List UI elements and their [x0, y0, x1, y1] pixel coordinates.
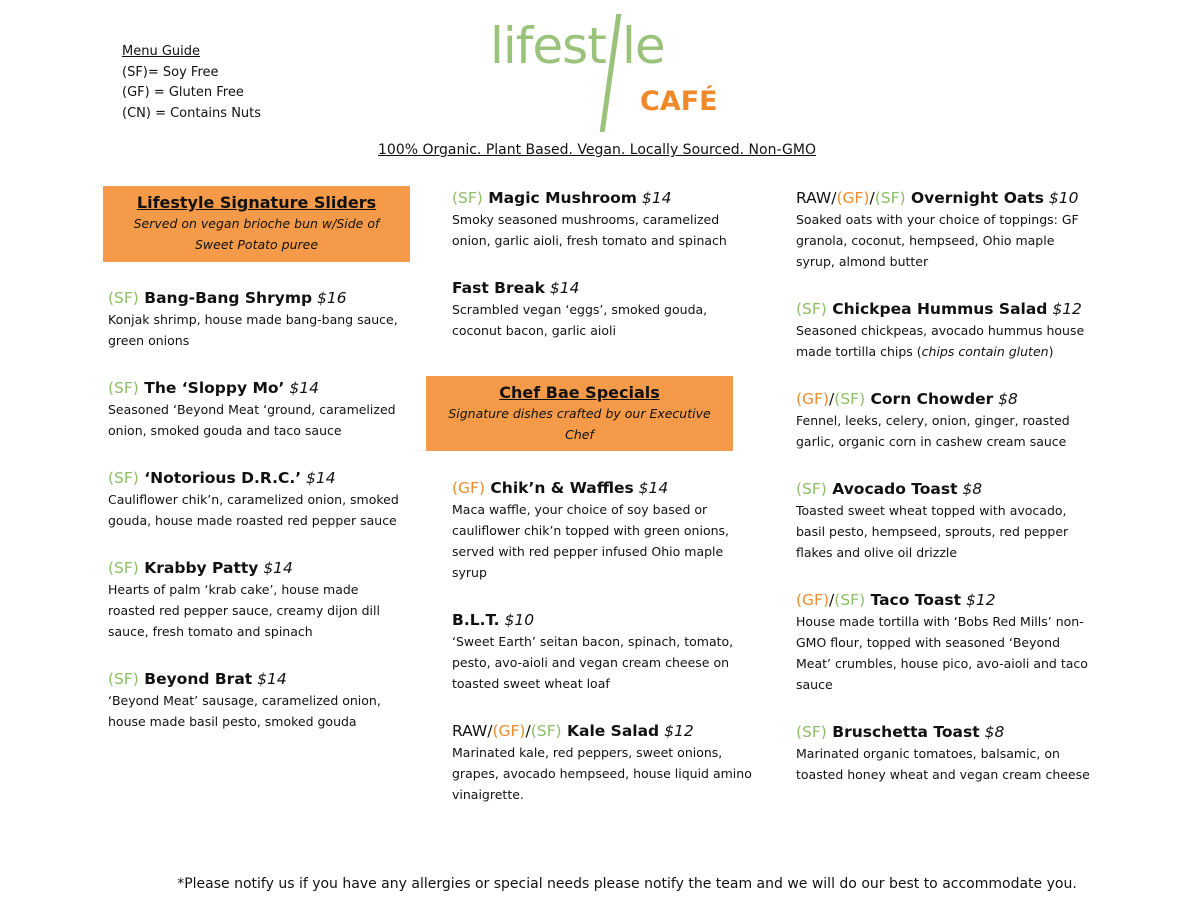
menu-item-title: Krabby Patty	[138, 559, 259, 577]
menu-item-title: Kale Salad	[561, 722, 660, 740]
menu-item-price: $14	[252, 670, 287, 688]
menu-item-title: The ‘Sloppy Mo’	[138, 379, 285, 397]
menu-item-name	[108, 287, 408, 309]
menu-item-name	[452, 277, 752, 299]
menu-column-2-top	[452, 187, 742, 367]
dietary-tag: /	[829, 591, 835, 609]
description-text: )	[1048, 344, 1054, 359]
menu-item-title: ‘Notorious D.R.C.’	[138, 469, 302, 487]
allergy-note: *Please notify us if you have any allergies or special needs please notify the team and we will do our best to accommodate you.	[177, 876, 1077, 892]
menu-item	[452, 609, 752, 694]
menu-item-title: Chik’n & Waffles	[485, 479, 634, 497]
menu-item-description: Toasted sweet wheat topped with avocado, basil pesto, hempseed, sprouts, red pepper flakes and olive oil drizzle	[796, 503, 1069, 560]
section-title: Chef Bae Specials	[499, 383, 660, 402]
dietary-tag: (SF)	[108, 670, 139, 688]
section-subtitle: Served on vegan brioche bun w/Side of Sweet Potato puree	[133, 216, 380, 252]
menu-item-title: Fast Break	[452, 279, 545, 297]
menu-item-title: Bang-Bang Shrymp	[138, 289, 313, 307]
logo-cafe-word: CAFÉ	[640, 86, 718, 117]
menu-column-2-bottom	[452, 477, 752, 831]
menu-item-description: House made tortilla with ‘Bobs Red Mills’ non-GMO flour, topped with seasoned ‘Beyond Meat’ crumbles, house pico, avo-aioli and taco sauce	[796, 614, 1088, 692]
menu-item-description: Maca waffle, your choice of soy based or cauliflower chik’n topped with green onions, served with red pepper infused Ohio maple syrup	[452, 502, 730, 580]
menu-item-price: $12	[961, 591, 996, 609]
menu-item-description: Cauliflower chik’n, caramelized onion, smoked gouda, house made roasted red pepper sauce	[108, 492, 399, 528]
menu-item	[796, 187, 1096, 272]
menu-item-price: $14	[544, 279, 580, 297]
menu-item-name	[452, 720, 752, 742]
dietary-tag: (SF)	[108, 469, 139, 487]
menu-item-title: Beyond Brat	[138, 670, 253, 688]
menu-guide-title: Menu Guide	[122, 44, 200, 59]
menu-item-name	[796, 721, 1096, 743]
dietary-tag: (GF)	[836, 189, 870, 207]
dietary-tag: /	[869, 189, 875, 207]
menu-item-price: $14	[301, 469, 336, 487]
dietary-tag: (SF)	[108, 379, 139, 397]
dietary-tag: RAW/	[796, 189, 837, 207]
menu-item-description: ‘Beyond Meat’ sausage, caramelized onion, house made basil pesto, smoked gouda	[108, 693, 381, 729]
menu-item	[796, 388, 1096, 452]
description-text: Seasoned chickpeas, avocado hummus house made tortilla chips (	[796, 323, 1085, 359]
tagline: 100% Organic. Plant Based. Vegan. Locally Sourced. Non-GMO	[378, 142, 816, 158]
menu-item-title: B.L.T.	[452, 611, 500, 629]
dietary-tag: (SF)	[108, 559, 139, 577]
dietary-tag: (SF)	[452, 189, 483, 207]
menu-item-name	[796, 298, 1096, 320]
menu-item-title: Corn Chowder	[865, 390, 994, 408]
dietary-tag: (SF)	[108, 289, 139, 307]
menu-item-name	[796, 388, 1096, 410]
menu-item-description: Soaked oats with your choice of toppings: GF granola, coconut, hempseed, Ohio maple syrup, almond butter	[796, 212, 1079, 269]
menu-item-name	[796, 478, 1096, 500]
menu-item-name	[108, 467, 408, 489]
menu-guide	[122, 42, 261, 124]
dietary-tag: (SF)	[530, 722, 562, 740]
menu-item-description: Hearts of palm ‘krab cake’, house made roasted red pepper sauce, creamy dijon dill sauce, fresh tomato and spinach	[108, 582, 380, 639]
menu-item-title: Bruschetta Toast	[826, 723, 980, 741]
menu-item-name	[796, 187, 1096, 209]
dietary-tag: (GF)	[492, 722, 526, 740]
menu-item-description: Konjak shrimp, house made bang-bang sauce, green onions	[108, 312, 398, 348]
dietary-tag: (SF)	[796, 300, 827, 318]
dietary-tag: /	[829, 390, 835, 408]
menu-item-price: $10	[499, 611, 535, 629]
menu-item-description	[796, 320, 1096, 362]
menu-item-price: $12	[1047, 300, 1082, 318]
dietary-tag: (SF)	[834, 591, 866, 609]
menu-item-title: Avocado Toast	[826, 480, 958, 498]
menu-item-price: $16	[312, 289, 347, 307]
section-header-sliders	[103, 186, 410, 262]
menu-item-title: Chickpea Hummus Salad	[826, 300, 1048, 318]
menu-guide-line: (CN) = Contains Nuts	[122, 105, 262, 121]
menu-item-price: $8	[993, 390, 1018, 408]
dietary-tag: (GF)	[452, 479, 486, 497]
menu-item-description: Marinated organic tomatoes, balsamic, on toasted honey wheat and vegan cream cheese	[796, 746, 1090, 782]
section-title: Lifestyle Signature Sliders	[136, 193, 377, 212]
logo-word-left: lifest	[490, 17, 606, 75]
description-note: chips contain gluten	[921, 344, 1049, 359]
menu-item	[796, 298, 1096, 362]
menu-item-description: Marinated kale, red peppers, sweet onions, grapes, avocado hempseed, house liquid amino vinaigrette.	[452, 745, 752, 802]
menu-item-price: $12	[659, 722, 694, 740]
menu-item-price: $14	[258, 559, 293, 577]
menu-item-description: Fennel, leeks, celery, onion, ginger, roasted garlic, organic corn in cashew cream sauce	[796, 413, 1070, 449]
menu-item	[108, 287, 408, 351]
menu-item-description: Scrambled vegan ‘eggs’, smoked gouda, coconut bacon, garlic aioli	[452, 302, 708, 338]
dietary-tag: (SF)	[834, 390, 866, 408]
menu-item	[796, 721, 1096, 785]
menu-item	[796, 589, 1096, 695]
dietary-tag: (SF)	[874, 189, 906, 207]
menu-column-3	[796, 187, 1096, 811]
menu-item-price: $14	[284, 379, 319, 397]
menu-item-name	[452, 187, 752, 209]
menu-item-name	[796, 589, 1096, 611]
dietary-tag: (GF)	[796, 591, 830, 609]
menu-item-name	[108, 668, 408, 690]
menu-item	[452, 187, 752, 251]
menu-column-1	[108, 287, 408, 758]
dietary-tag: /	[525, 722, 531, 740]
menu-item	[452, 277, 752, 341]
section-subtitle: Signature dishes crafted by our Executive Chef	[448, 406, 711, 442]
menu-item-name	[452, 609, 752, 631]
menu-item-price: $8	[957, 480, 983, 498]
menu-item-price: $14	[636, 189, 672, 207]
menu-item	[452, 720, 752, 805]
menu-item	[796, 478, 1096, 563]
menu-item	[108, 557, 408, 642]
menu-item-description: ‘Sweet Earth’ seitan bacon, spinach, tomato, pesto, avo-aioli and vegan cream cheese on toasted sweet wheat loaf	[452, 634, 734, 691]
menu-item-name	[108, 557, 408, 579]
menu-item	[452, 477, 752, 583]
menu-item	[108, 668, 408, 732]
menu-guide-line: (GF) = Gluten Free	[122, 85, 244, 100]
dietary-tag: (GF)	[796, 390, 830, 408]
menu-item-description: Smoky seasoned mushrooms, caramelized onion, garlic aioli, fresh tomato and spinach	[452, 212, 727, 248]
section-header-chef-specials	[426, 376, 733, 451]
menu-item-price: $10	[1043, 189, 1079, 207]
menu-item-description: Seasoned ‘Beyond Meat ‘ground, caramelized onion, smoked gouda and taco sauce	[108, 402, 396, 438]
dietary-tag: RAW/	[452, 722, 493, 740]
cafe-logo	[490, 10, 718, 130]
menu-item-title: Overnight Oats	[905, 189, 1044, 207]
menu-item-name	[108, 377, 408, 399]
menu-item-price: $14	[633, 479, 669, 497]
menu-item-name	[452, 477, 752, 499]
logo-word-right: le	[622, 17, 665, 75]
menu-item-title: Taco Toast	[865, 591, 962, 609]
menu-item-price: $8	[979, 723, 1005, 741]
dietary-tag: (SF)	[796, 723, 827, 741]
menu-item-title: Magic Mushroom	[482, 189, 637, 207]
menu-guide-line: (SF)= Soy Free	[122, 64, 219, 80]
menu-item	[108, 467, 408, 531]
menu-item	[108, 377, 408, 441]
dietary-tag: (SF)	[796, 480, 827, 498]
